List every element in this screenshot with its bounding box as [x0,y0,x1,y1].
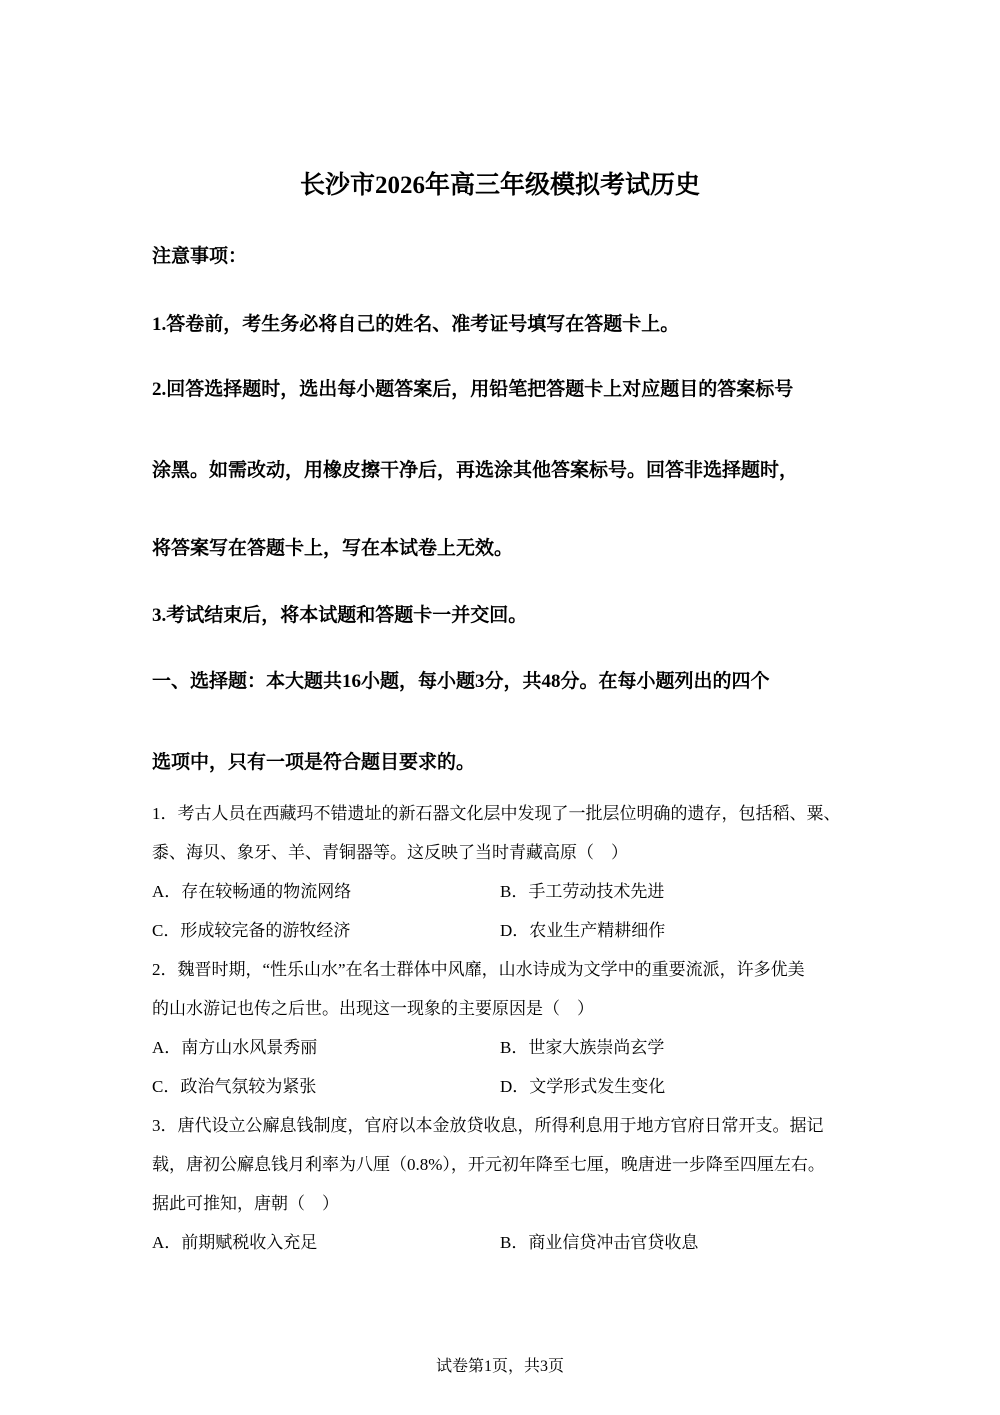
question-1-option-c: C．形成较完备的游牧经济 [152,921,351,940]
notice-line-5: 3.考试结束后，将本试题和答题卡一并交回。 [152,605,528,626]
question-3-option-b: B．商业信贷冲击官贷收息 [500,1233,699,1252]
question-1-option-d: D．农业生产精耕细作 [500,921,666,940]
notice-line-3: 涂黑。如需改动，用橡皮擦干净后，再选涂其他答案标号。回答非选择题时， [152,460,799,481]
page-title: 长沙市2026年高三年级模拟考试历史 [299,172,700,199]
section-heading-line-1: 一、选择题：本大题共16小题，每小题3分，共48分。在每小题列出的四个 [152,671,770,692]
section-heading-line-2: 选项中，只有一项是符合题目要求的。 [152,752,476,773]
question-1-option-a: A．存在较畅通的物流网络 [152,882,352,901]
question-3-stem-line-1: 3．唐代设立公廨息钱制度，官府以本金放贷收息，所得利息用于地方官府日常开支。据记 [152,1116,824,1135]
question-2-option-a: A．南方山水风景秀丽 [152,1038,318,1057]
question-2-option-d: D．文学形式发生变化 [500,1077,666,1096]
question-1-option-b: B．手工劳动技术先进 [500,882,665,901]
notice-line-1: 1.答卷前，考生务必将自己的姓名、准考证号填写在答题卡上。 [152,314,680,335]
notice-line-2: 2.回答选择题时，选出每小题答案后，用铅笔把答题卡上对应题目的答案标号 [152,379,794,400]
question-1-stem-line-1: 1．考古人员在西藏玛不错遗址的新石器文化层中发现了一批层位明确的遗存，包括稻、粟、 [152,804,841,823]
question-1-stem-line-2: 黍、海贝、象牙、羊、青铜器等。这反映了当时青藏高原（ ） [152,843,628,862]
question-3-stem-line-3: 据此可推知，唐朝（ ） [152,1194,339,1213]
question-3-stem-line-2: 载，唐初公廨息钱月利率为八厘（0.8%），开元初年降至七厘，晚唐进一步降至四厘左右。 [152,1155,825,1174]
notice-line-4: 将答案写在答题卡上，写在本试卷上无效。 [152,538,514,559]
page-footer: 试卷第1页，共3页 [435,1358,564,1375]
question-2-option-c: C．政治气氛较为紧张 [152,1077,317,1096]
question-2-option-b: B．世家大族崇尚玄学 [500,1038,665,1057]
notice-heading: 注意事项： [152,246,248,267]
question-3-option-a: A．前期赋税收入充足 [152,1233,318,1252]
question-2-stem-line-1: 2．魏晋时期，“性乐山水”在名士群体中风靡，山水诗成为文学中的重要流派，许多优美 [152,960,805,979]
question-2-stem-line-2: 的山水游记也传之后世。出现这一现象的主要原因是（ ） [152,999,594,1018]
